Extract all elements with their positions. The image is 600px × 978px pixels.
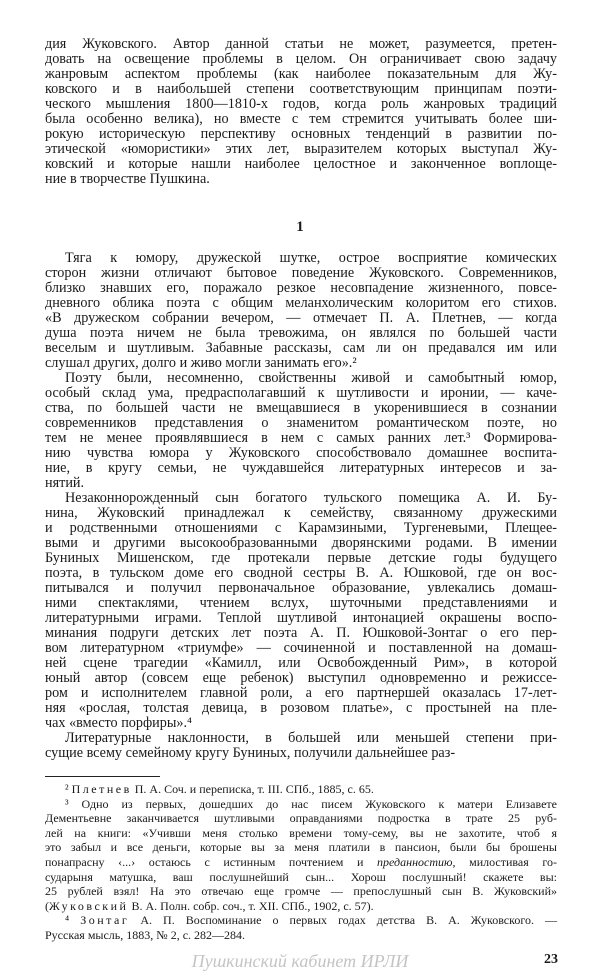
- text-line: [45, 899, 557, 914]
- text-line: ние в творчестве Пушкина.: [45, 171, 210, 187]
- watermark: Пушкинский кабинет ИРЛИ: [191, 951, 409, 971]
- text-line: ней сцене трагедии «Камилл, или Освобожденный Рим», в которой: [45, 655, 557, 671]
- text-line: юный автор (совсем еще ребенок) выступил одновременно и режиссе-: [45, 670, 557, 686]
- footnote: [45, 782, 557, 797]
- text-line: близко знавших его, поражало резкое несовпадение жизненного, повсе-: [45, 280, 557, 296]
- text-line: ковский и которые нашли наиболее целостное и законченное воплоще-: [45, 156, 557, 172]
- text-line: [45, 884, 557, 899]
- text-line: [45, 928, 557, 943]
- text-run: сударыня матушка, ваш послушнейший сын... Хорош послушный! скажете вы:: [45, 869, 557, 884]
- section-heading: 1: [296, 219, 304, 235]
- text-line: ковского и в наибольшей степени соответствующим принципам поэти-: [45, 81, 557, 97]
- text-run: это забыл и все деньги, которые вы за меня платили в пансион, были бы брошены: [45, 840, 557, 855]
- text-line: сторон жизни отличают бытовое поведение Жуковского. Современников,: [45, 265, 557, 281]
- text-run: ²: [65, 782, 72, 796]
- text-line: нию чувства юмора у Жуковского способствовало домашнее воспита-: [45, 445, 557, 461]
- text-line: питывался и получил первоначальное образование, увлекались домаш-: [45, 580, 557, 596]
- footnote: [45, 797, 557, 914]
- text-run: Русская мысль, 1883, № 2, с. 282—284.: [45, 927, 246, 942]
- text-line: современников представления о знаменитом романтическом поэте, но: [45, 415, 557, 431]
- footnote-divider: [45, 776, 160, 777]
- paragraph: [45, 37, 557, 187]
- text-line: поэта, в тульском доме его сводной сестры В. А. Юшковой, где он вос-: [45, 565, 557, 581]
- emphasis: преданностию: [377, 854, 453, 869]
- text-run: , милостивая го-: [452, 854, 557, 869]
- text-line: особый склад ума, предрасполагавший к шутливости и иронии, — каче-: [45, 385, 557, 401]
- text-line: литературными играми. Теплой шутливой интонацией окрашены воспо-: [45, 610, 557, 626]
- text-line: Незаконнорожденный сын богатого тульского помещика А. И. Бу-: [65, 490, 557, 506]
- text-line: и родственными отношениями с Карамзиными, Тургеневыми, Плещее-: [45, 520, 557, 536]
- text-line: нина, Жуковский принадлежал к семейству, связанному дружескими: [45, 505, 557, 521]
- text-line: ром и исполнителем главной роли, а его партнершей оказалась 17-лет-: [45, 685, 557, 701]
- text-line: Литературные наклонности, в большей или меньшей степени при-: [65, 730, 557, 746]
- text-line: ческого мышления 1800—1810-х годов, когда роль жанровых традиций: [45, 96, 557, 112]
- author-name: Плетнев: [71, 782, 132, 796]
- text-line: чах «вместо порфиры».⁴: [45, 715, 192, 731]
- text-line: рокую историческую перспективу основных тенденций в развитии по-: [45, 126, 557, 142]
- text-line: тем не менее проявлявшиеся в нем с самых ранних лет.³ Формирова-: [45, 430, 557, 446]
- text-run: ⁴: [65, 913, 81, 928]
- text-line: [45, 797, 557, 812]
- text-line: [45, 870, 557, 885]
- text-run: А. П. Воспоминание о первых годах детства В. А. Жуковского. —: [129, 913, 557, 928]
- text-run: Дементьевне заканчивается шутливыми оправданиями подростка в трате 25 руб-: [45, 811, 557, 826]
- text-line: [45, 840, 557, 855]
- text-line: жанровым аспектом проблемы (как наиболее показательным для Жу-: [45, 66, 557, 82]
- text-line: [45, 782, 557, 797]
- text-run: (: [45, 898, 49, 913]
- body-text: [45, 251, 557, 761]
- text-run: понапрасну ‹...› остаюсь с истинным почтением и: [45, 854, 378, 869]
- text-run: В. А. Полн. собр. соч., т. XII. СПб., 1902, с. 57).: [128, 898, 374, 913]
- text-line: слушал других, долго и живо могли занимать его».²: [45, 355, 357, 371]
- footnote: [45, 913, 557, 942]
- text-line: дия Жуковского. Автор данной статьи не может, разумеется, претен-: [45, 36, 557, 52]
- intro-paragraph: [45, 37, 557, 187]
- paragraph: [45, 491, 557, 731]
- text-line: нятий.: [45, 475, 85, 491]
- text-run: лей на книги: «Учивши меня столько времени тому-сему, вы не захотите, чтоб я: [45, 825, 557, 840]
- paragraph: [45, 251, 557, 371]
- text-line: вом литературном «триумфе» — сочиненной и поставленной на домаш-: [45, 640, 557, 656]
- text-line: минания подруги детских лет поэта А. П. Юшковой-Зонтаг о его пер-: [45, 625, 557, 641]
- text-run: 25 рублей взял! На это отвечаю еще громче — препослушный сын В. Жуковский»: [45, 884, 557, 899]
- paragraph: [45, 371, 557, 491]
- text-line: душа поэта ничем не была тревожима, он являлся по большей части: [45, 325, 557, 341]
- text-line: Буниных Мишенском, где протекали первые детские годы будущего: [45, 550, 557, 566]
- text-line: ние, в кругу семьи, не чуждавшейся литературных интересов и за-: [45, 460, 557, 476]
- page-number: 23: [544, 952, 558, 967]
- paragraph: [45, 731, 557, 761]
- text-line: [45, 855, 557, 870]
- text-line: [45, 811, 557, 826]
- text-line: сущие всему семейному кругу Буниных, получили дальнейшее раз-: [45, 745, 456, 761]
- text-line: дневного облика поэта с общим меланхолическим колоритом его стихов.: [45, 295, 557, 311]
- text-line: этической «юмористики» этих лет, выразителем которых выступал Жу-: [45, 141, 557, 157]
- footnotes: [45, 782, 557, 943]
- author-name: Зонтаг: [80, 913, 130, 928]
- text-line: выми и другими высокообразованными дворянскими родами. В имении: [45, 535, 557, 551]
- text-line: Тяга к юмору, дружеской шутке, острое восприятие комических: [65, 250, 557, 266]
- text-line: [45, 826, 557, 841]
- text-line: няя «рослая, толстая девица, в розовом платье», с простыней на пле-: [45, 700, 557, 716]
- text-run: П. А. Соч. и переписка, т. III. СПб., 1885, с. 65.: [131, 782, 374, 796]
- text-line: ства, по большей части не вмещавшиеся в укоренившиеся в сознании: [45, 400, 557, 416]
- text-line: ними спектаклями, чтением вслух, шуточными представлениями и: [45, 595, 557, 611]
- text-line: Поэту были, несомненно, свойственны живой и самобытный юмор,: [65, 370, 557, 386]
- author-name: Жуковский: [49, 898, 129, 913]
- text-run: ³ Одно из первых, дошедших до нас писем Жуковского к матери Елизавете: [65, 796, 557, 811]
- text-line: веселым и шутливым. Забавные рассказы, сам ли он предавался им или: [45, 340, 557, 356]
- text-line: довать на освещение проблемы в целом. Он ограничивает свою задачу: [45, 51, 557, 67]
- text-line: была особенно велика), но вместе с тем стремится учитывать более ши-: [45, 111, 557, 127]
- text-line: «В дружеском собрании вечером, — отмечает П. А. Плетнев, — когда: [45, 310, 557, 326]
- text-line: [45, 913, 557, 928]
